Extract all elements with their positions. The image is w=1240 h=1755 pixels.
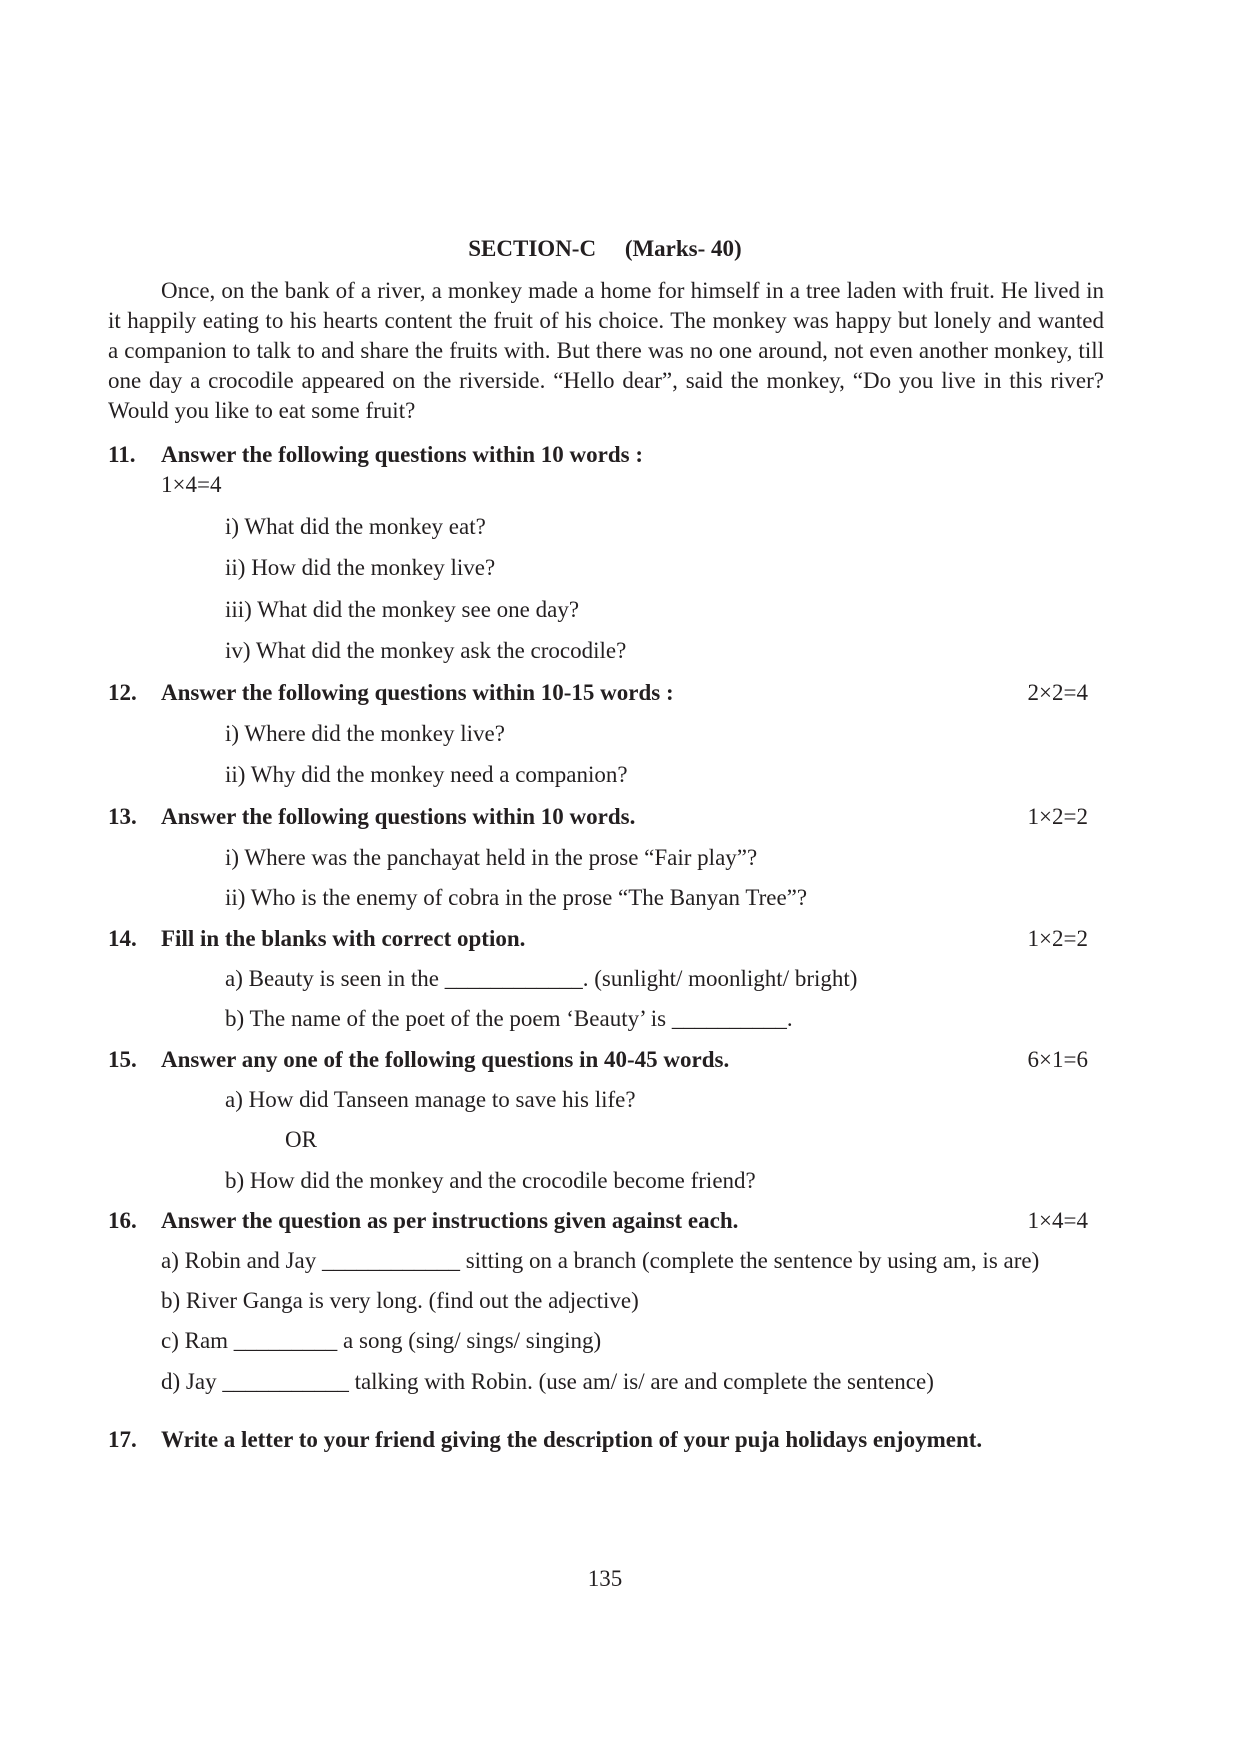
question-number: 14.: [108, 926, 137, 951]
question-item: i) What did the monkey eat?: [225, 514, 486, 539]
question-marks: 1×2=2: [1027, 804, 1088, 829]
question-item: b) How did the monkey and the crocodile become friend?: [225, 1168, 756, 1193]
question-16-header: [108, 1208, 1088, 1238]
question-item: b) River Ganga is very long. (find out the adjective): [161, 1288, 639, 1313]
question-item: ii) Who is the enemy of cobra in the prose “The Banyan Tree”?: [225, 885, 808, 910]
question-item: a) Beauty is seen in the ____________. (sunlight/ moonlight/ bright): [225, 966, 858, 991]
question-number: 17.: [108, 1427, 137, 1452]
question-number: 11.: [108, 442, 136, 467]
question-item: a) How did Tanseen manage to save his life?: [225, 1087, 636, 1112]
question-instruction: Answer the following questions within 10 words :: [161, 442, 643, 467]
question-item: ii) How did the monkey live?: [225, 555, 496, 580]
question-instruction: Answer the following questions within 10-15 words :: [161, 680, 674, 705]
question-number: 12.: [108, 680, 137, 705]
question-instruction: Answer any one of the following questions in 40-45 words.: [161, 1047, 730, 1072]
question-item: b) The name of the poet of the poem ‘Beauty’ is __________.: [225, 1006, 793, 1031]
question-instruction: Write a letter to your friend giving the description of your puja holidays enjoyment.: [161, 1427, 983, 1452]
question-item: i) Where did the monkey live?: [225, 721, 505, 746]
question-item: a) Robin and Jay ____________ sitting on a branch (complete the sentence by using am, is are): [161, 1248, 1040, 1273]
question-marks: 1×4=4: [1027, 1208, 1088, 1233]
question-number: 13.: [108, 804, 137, 829]
section-heading: SECTION-C (Marks- 40): [468, 236, 742, 261]
question-11-header: [108, 442, 1088, 472]
reading-passage: Once, on the bank of a river, a monkey made a home for himself in a tree laden with fruit. He lived in it happily eating to his hearts content the fruit of his choice. The monkey was happy but lonely and wanted a companion to talk to and share the fruits with. But there was no one around, not even another monkey, till one day a crocodile appeared on the riverside. “Hello dear”, said the monkey, “Do you live in this river? Would you like to eat some fruit?: [108, 278, 1104, 423]
question-marks: 2×2=4: [1027, 680, 1088, 705]
question-marks: 6×1=6: [1027, 1047, 1088, 1072]
question-item: i) Where was the panchayat held in the prose “Fair play”?: [225, 845, 758, 870]
question-number: 15.: [108, 1047, 137, 1072]
question-number: 16.: [108, 1208, 137, 1233]
or-separator: OR: [285, 1127, 317, 1152]
question-15-header: [108, 1047, 1088, 1077]
question-marks: 1×2=2: [1027, 926, 1088, 951]
question-14-header: [108, 926, 1088, 956]
question-13-header: [108, 804, 1088, 834]
question-17-header: [108, 1427, 1088, 1457]
question-instruction: Fill in the blanks with correct option.: [161, 926, 526, 951]
question-12-header: [108, 680, 1088, 710]
question-item: d) Jay ___________ talking with Robin. (use am/ is/ are and complete the sentence): [161, 1369, 934, 1394]
question-item: iii) What did the monkey see one day?: [225, 597, 580, 622]
question-item: c) Ram _________ a song (sing/ sings/ singing): [161, 1328, 602, 1353]
question-instruction: Answer the question as per instructions given against each.: [161, 1208, 739, 1233]
question-marks: 1×4=4: [161, 472, 222, 497]
question-item: iv) What did the monkey ask the crocodile?: [225, 638, 627, 663]
question-item: ii) Why did the monkey need a companion?: [225, 762, 628, 787]
question-instruction: Answer the following questions within 10 words.: [161, 804, 636, 829]
page-number: 135: [587, 1566, 623, 1591]
